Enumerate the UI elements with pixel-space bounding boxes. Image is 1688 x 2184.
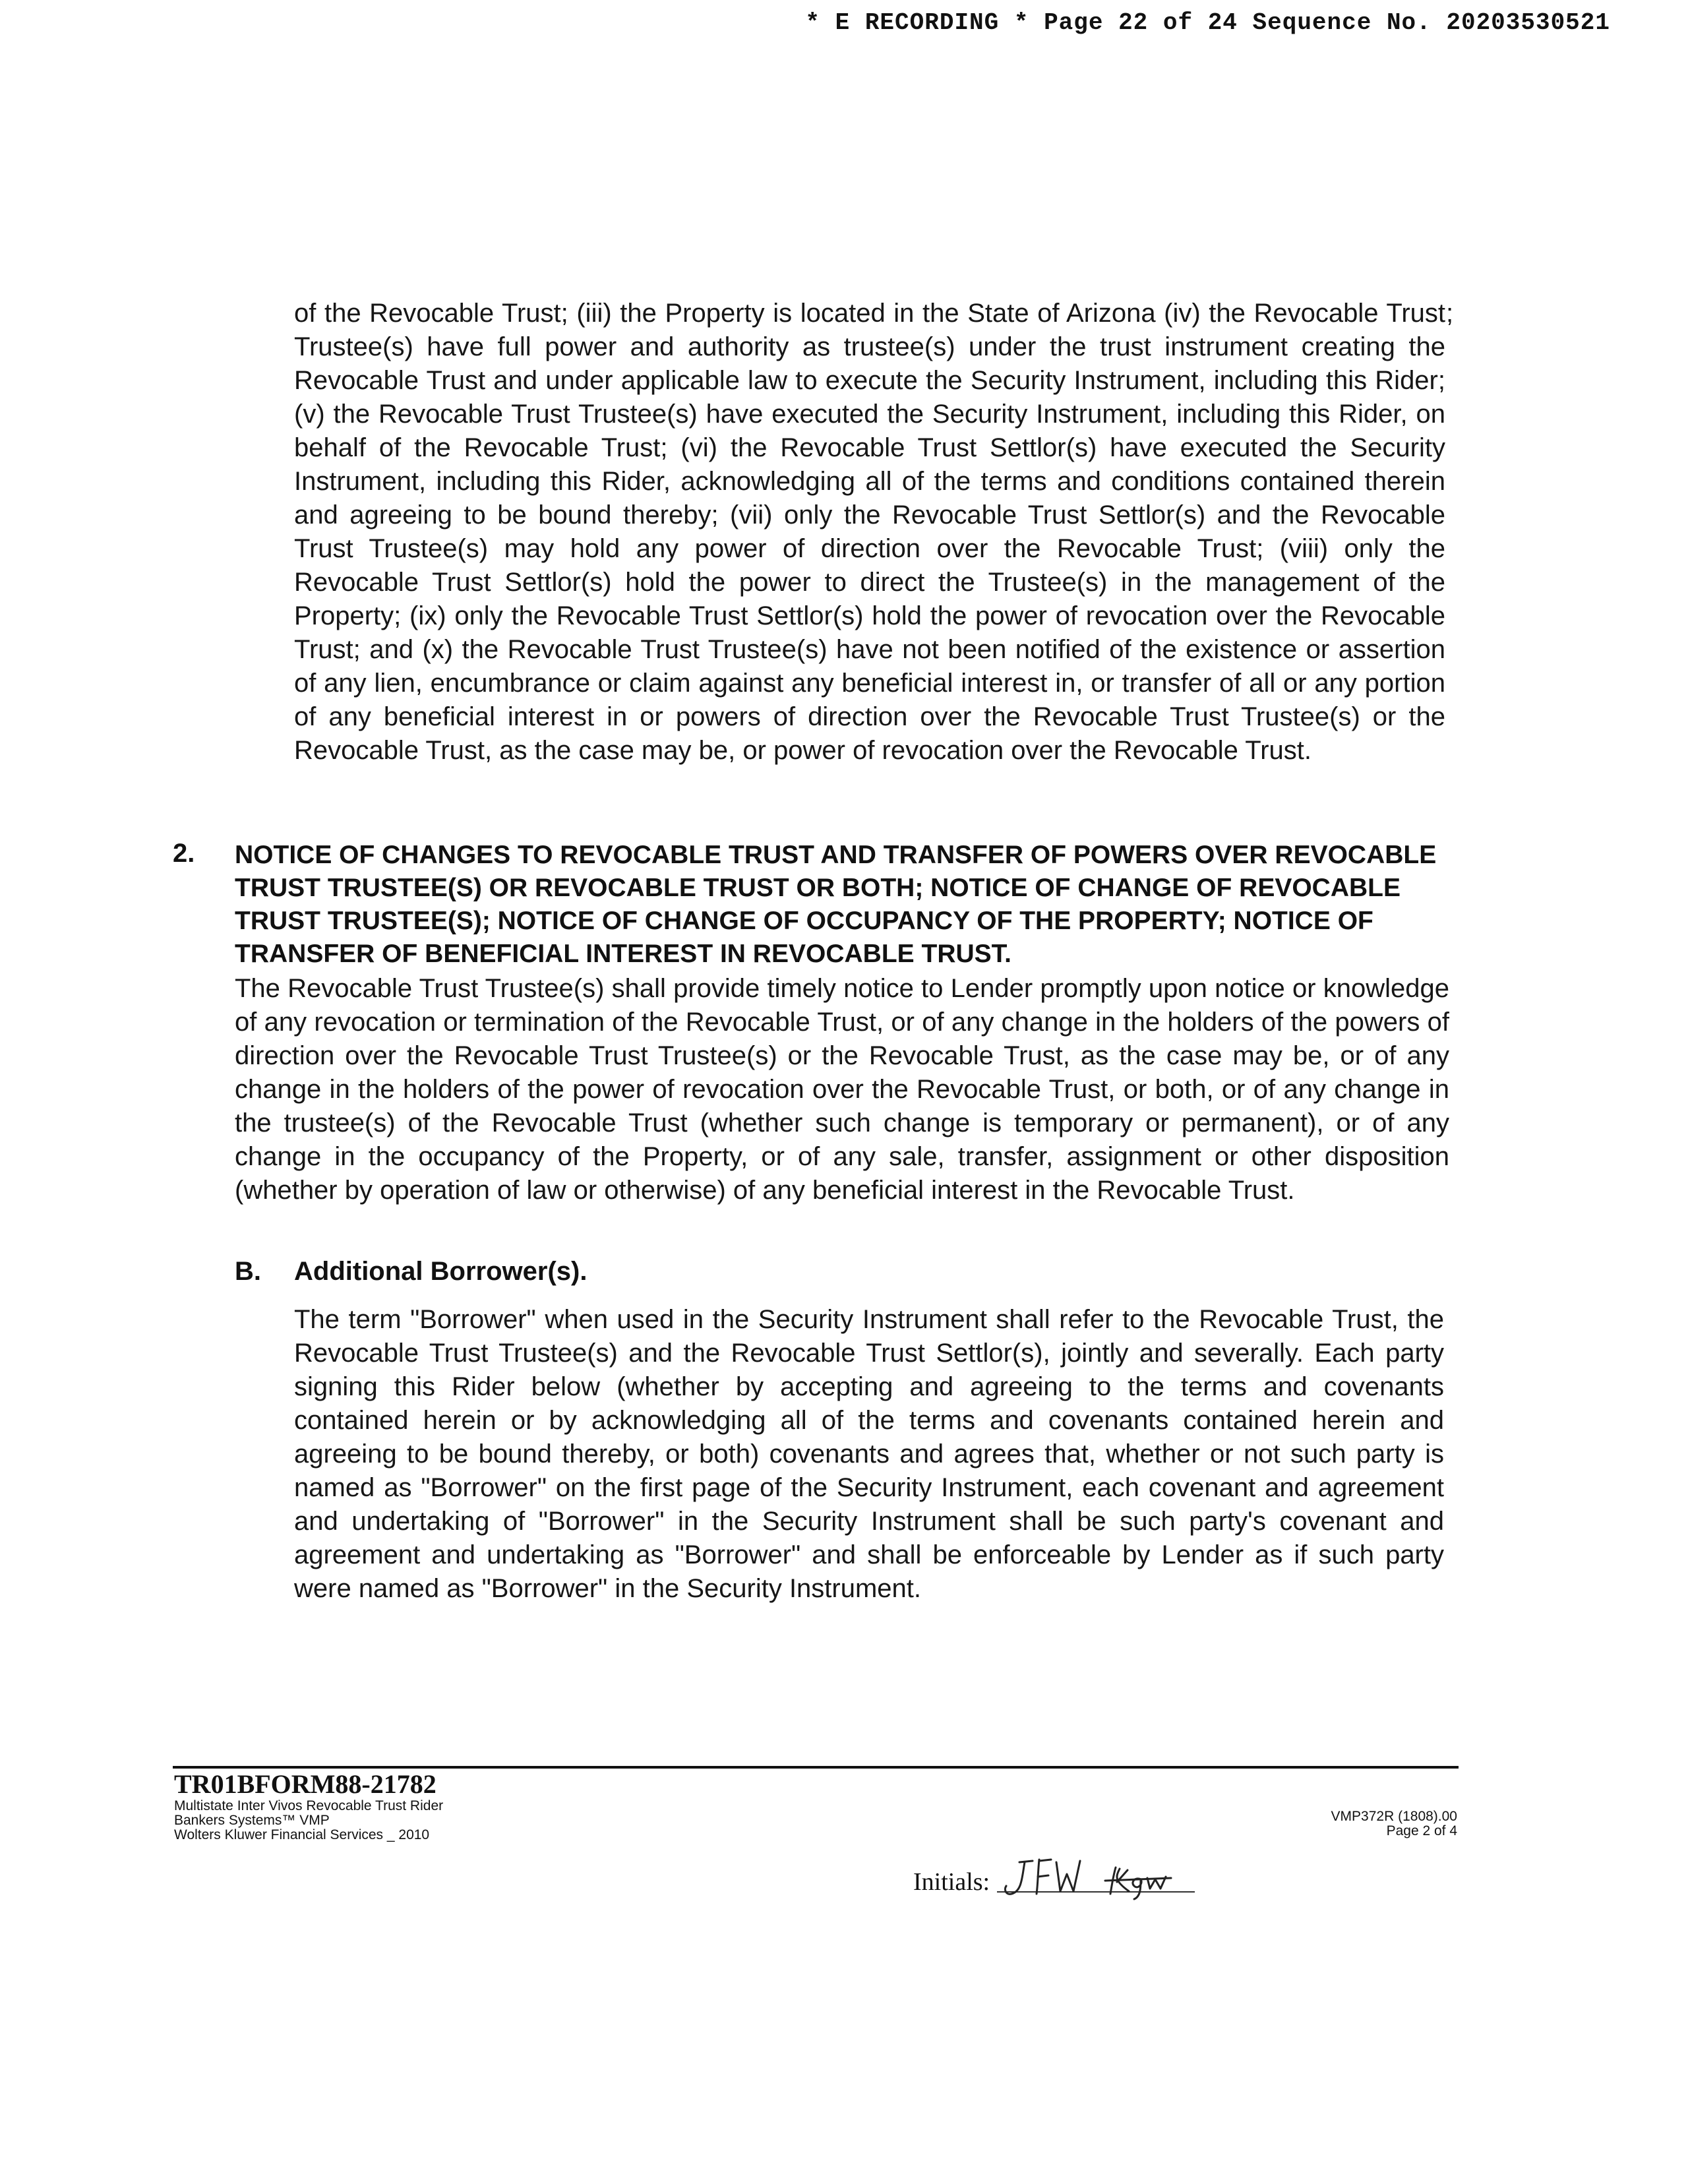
continued-paragraph	[294, 297, 1454, 768]
initials-label: Initials:	[913, 1868, 990, 1896]
section-body: The Revocable Trust Trustee(s) shall provide timely notice to Lender promptly upon notice or knowledge of any revocation or termination of the Revocable Trust, or of any change in the holders of the powers of direction over the Revocable Trust Trustee(s) or the Revocable Trust, as the case may be, or of any change in the holders of the power of revocation over the Revocable Trust, or both, or of any change in the trustee(s) of the Revocable Trust (whether such change is temporary or permanent), or of any change in the occupancy of the Property, or of any sale, transfer, assignment or other disposition (whether by operation of law or otherwise) of any beneficial interest in the Revocable Trust.	[235, 974, 1449, 1205]
initials-signature	[1000, 1850, 1211, 1903]
form-title: Multistate Inter Vivos Revocable Trust Rider	[174, 1798, 444, 1813]
form-copyright: Wolters Kluwer Financial Services _ 2010	[174, 1827, 430, 1842]
subsection-title: Additional Borrower(s).	[294, 1257, 588, 1286]
continued-semicolon: ;	[1446, 299, 1454, 328]
form-number: VMP372R (1808).00	[1331, 1809, 1457, 1824]
subsection-letter: B.	[235, 1257, 261, 1286]
form-page-number: Page 2 of 4	[1386, 1823, 1457, 1838]
form-code: TR01BFORM88-21782	[174, 1769, 437, 1799]
section-heading: NOTICE OF CHANGES TO REVOCABLE TRUST AND TRANSFER OF POWERS OVER REVOCABLE TRUST TRUSTEE(S) OR REVOCABLE TRUST OR BOTH; NOTICE OF CHANGE OF REVOCABLE TRUST TRUSTEE(S); NOTICE OF CHANGE OF OCCUPANCY OF THE PROPERTY; NOTICE OF TRANSFER OF BENEFICIAL INTEREST IN REVOCABLE TRUST.	[235, 841, 1437, 968]
form-publisher: Bankers Systems™ VMP	[174, 1813, 330, 1828]
section-number: 2.	[173, 839, 195, 868]
footer-divider	[173, 1766, 1459, 1769]
continued-paragraph-text: of the Revocable Trust; (iii) the Property is located in the State of Arizona (iv) the Revocable Trust Trustee(s) have full power and authority as trustee(s) under the trust instrument creating the Revocable Trust and under applicable law to execute the Security Instrument, including this Rider; (v) the Revocable Trust Trustee(s) have executed the Security Instrument, including this Rider, on behalf of the Revocable Trust; (vi) the Revocable Trust Settlor(s) have executed the Security Instrument, including this Rider, acknowledging all of the terms and conditions contained therein and agreeing to be bound thereby; (vii) only the Revocable Trust Settlor(s) and the Revocable Trust Trustee(s) may hold any power of direction over the Revocable Trust; (viii) only the Revocable Trust Settlor(s) hold the power to direct the Trustee(s) in the management of the Property; (ix) only the Revocable Trust Settlor(s) hold the power of revocation over the Revocable Trust; and (x) the Revocable Trust Trustee(s) have not been notified of the existence or assertion of any lien, encumbrance or claim against any beneficial interest in, or transfer of all or any portion of any beneficial interest in or powers of direction over the Revocable Trust Trustee(s) or the Revocable Trust, as the case may be, or power of revocation over the Revocable Trust.	[294, 299, 1445, 765]
subsection-body: The term "Borrower" when used in the Security Instrument shall refer to the Revocable Trust, the Revocable Trust Trustee(s) and the Revocable Trust Settlor(s), jointly and severally. Each party signing this Rider below (whether by accepting and agreeing to the terms and covenants contained herein or by acknowledging all of the terms and covenants contained herein and agreeing to be bound thereby, or both) covenants and agrees that, whether or not such party is named as "Borrower" on the first page of the Security Instrument, each covenant and agreement and undertaking of "Borrower" in the Security Instrument shall be such party's covenant and agreement and undertaking as "Borrower" and shall be enforceable by Lender as if such party were named as "Borrower" in the Security Instrument.	[294, 1305, 1444, 1603]
recording-header: * E RECORDING * Page 22 of 24 Sequence No. 20203530521	[805, 9, 1610, 36]
